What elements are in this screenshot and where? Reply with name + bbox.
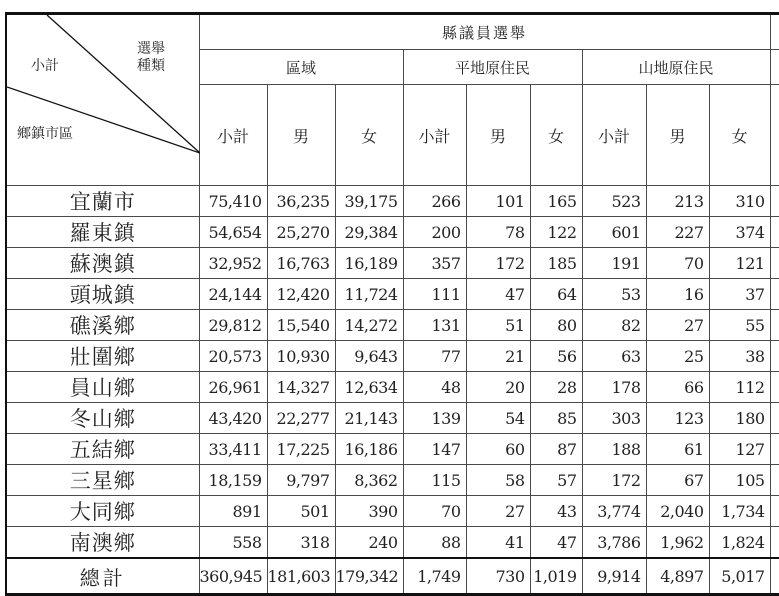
- value-cell: 57: [530, 465, 582, 496]
- corner-label-subtotal: 小計: [31, 58, 59, 74]
- value-cell: 25,270: [267, 217, 335, 248]
- value-cell: 70: [646, 248, 709, 279]
- total-value-cell: 9,914: [582, 558, 646, 595]
- value-cell: 55: [709, 310, 770, 341]
- table-row: [6, 465, 779, 496]
- value-cell: 165: [530, 186, 582, 217]
- value-cell: 88: [403, 527, 466, 559]
- cut-off-column-cell: [770, 310, 779, 341]
- value-cell: 147: [403, 434, 466, 465]
- town-name-cell: 大同鄉: [6, 496, 199, 527]
- value-cell: 75,410: [199, 186, 267, 217]
- town-name-cell: 員山鄉: [6, 372, 199, 403]
- value-cell: 172: [466, 248, 530, 279]
- total-value-cell: 181,603: [267, 558, 335, 595]
- table-row: [6, 372, 779, 403]
- value-cell: 185: [530, 248, 582, 279]
- table-row: [6, 527, 779, 559]
- column-header: 女: [530, 85, 582, 186]
- total-value-cell: 730: [466, 558, 530, 595]
- group-header-district: 區域: [199, 50, 403, 85]
- value-cell: 54,654: [199, 217, 267, 248]
- value-cell: 2,040: [646, 496, 709, 527]
- town-name-cell: 羅東鎮: [6, 217, 199, 248]
- election-voters-table-frame: [5, 12, 779, 590]
- value-cell: 37: [709, 279, 770, 310]
- value-cell: 29,384: [335, 217, 403, 248]
- value-cell: 58: [466, 465, 530, 496]
- column-header: 小計: [403, 85, 466, 186]
- value-cell: 56: [530, 341, 582, 372]
- group-title-county-council: 縣議員選舉: [199, 14, 770, 50]
- value-cell: 1,962: [646, 527, 709, 559]
- column-header: 男: [267, 85, 335, 186]
- value-cell: 111: [403, 279, 466, 310]
- value-cell: 390: [335, 496, 403, 527]
- value-cell: 180: [709, 403, 770, 434]
- value-cell: 27: [466, 496, 530, 527]
- value-cell: 172: [582, 465, 646, 496]
- corner-label-type-line1: 選舉: [137, 41, 165, 57]
- value-cell: 21: [466, 341, 530, 372]
- value-cell: 3,786: [582, 527, 646, 559]
- value-cell: 191: [582, 248, 646, 279]
- table-row: [6, 248, 779, 279]
- value-cell: 240: [335, 527, 403, 559]
- value-cell: 51: [466, 310, 530, 341]
- value-cell: 29,812: [199, 310, 267, 341]
- value-cell: 25: [646, 341, 709, 372]
- value-cell: 121: [709, 248, 770, 279]
- value-cell: 43: [530, 496, 582, 527]
- value-cell: 1,824: [709, 527, 770, 559]
- value-cell: 9,643: [335, 341, 403, 372]
- value-cell: 33,411: [199, 434, 267, 465]
- value-cell: 64: [530, 279, 582, 310]
- value-cell: 78: [466, 217, 530, 248]
- value-cell: 61: [646, 434, 709, 465]
- value-cell: 12,634: [335, 372, 403, 403]
- cut-off-column-header: [770, 14, 779, 50]
- value-cell: 601: [582, 217, 646, 248]
- table-row: [6, 403, 779, 434]
- cut-off-column-cell: [770, 465, 779, 496]
- cut-off-column-cell: [770, 248, 779, 279]
- value-cell: 48: [403, 372, 466, 403]
- town-name-cell: 壯圍鄉: [6, 341, 199, 372]
- value-cell: 139: [403, 403, 466, 434]
- value-cell: 101: [466, 186, 530, 217]
- value-cell: 20: [466, 372, 530, 403]
- value-cell: 303: [582, 403, 646, 434]
- value-cell: 39,175: [335, 186, 403, 217]
- value-cell: 8,362: [335, 465, 403, 496]
- column-header: 小計: [199, 85, 267, 186]
- column-header: 男: [646, 85, 709, 186]
- cut-off-column-cell: [770, 279, 779, 310]
- value-cell: 47: [466, 279, 530, 310]
- value-cell: 28: [530, 372, 582, 403]
- column-header: 女: [335, 85, 403, 186]
- corner-label-type-line2: 種類: [137, 58, 165, 74]
- town-name-cell: 冬山鄉: [6, 403, 199, 434]
- town-name-cell: 南澳鄉: [6, 527, 199, 559]
- value-cell: 53: [582, 279, 646, 310]
- value-cell: 85: [530, 403, 582, 434]
- value-cell: 310: [709, 186, 770, 217]
- value-cell: 127: [709, 434, 770, 465]
- town-name-cell: 三星鄉: [6, 465, 199, 496]
- value-cell: 16,186: [335, 434, 403, 465]
- value-cell: 213: [646, 186, 709, 217]
- table-row: [6, 217, 779, 248]
- value-cell: 11,724: [335, 279, 403, 310]
- cut-off-column-cell: [770, 341, 779, 372]
- table-row: [6, 310, 779, 341]
- value-cell: 112: [709, 372, 770, 403]
- value-cell: 16,763: [267, 248, 335, 279]
- group-header-plains-aboriginal: 平地原住民: [403, 50, 582, 85]
- value-cell: 24,144: [199, 279, 267, 310]
- town-name-cell: 五結鄉: [6, 434, 199, 465]
- value-cell: 10,930: [267, 341, 335, 372]
- value-cell: 27: [646, 310, 709, 341]
- table-body: [6, 186, 779, 595]
- value-cell: 200: [403, 217, 466, 248]
- group-header-mountain-aboriginal: 山地原住民: [582, 50, 770, 85]
- total-value-cell: 1,019: [530, 558, 582, 595]
- value-cell: 266: [403, 186, 466, 217]
- value-cell: 188: [582, 434, 646, 465]
- corner-diagonal-lines: [7, 15, 200, 183]
- total-value-cell: 179,342: [335, 558, 403, 595]
- value-cell: 12,420: [267, 279, 335, 310]
- value-cell: 318: [267, 527, 335, 559]
- value-cell: 80: [530, 310, 582, 341]
- value-cell: 63: [582, 341, 646, 372]
- election-voters-table: [5, 12, 779, 596]
- value-cell: 66: [646, 372, 709, 403]
- value-cell: 36,235: [267, 186, 335, 217]
- value-cell: 43,420: [199, 403, 267, 434]
- table-corner-header: [6, 14, 199, 186]
- town-name-cell: 頭城鎮: [6, 279, 199, 310]
- total-value-cell: 1,749: [403, 558, 466, 595]
- value-cell: 21,143: [335, 403, 403, 434]
- value-cell: 32,952: [199, 248, 267, 279]
- table-row: [6, 341, 779, 372]
- table-row: [6, 434, 779, 465]
- value-cell: 60: [466, 434, 530, 465]
- column-header: 小計: [582, 85, 646, 186]
- value-cell: 178: [582, 372, 646, 403]
- value-cell: 357: [403, 248, 466, 279]
- table-row: [6, 279, 779, 310]
- value-cell: 14,327: [267, 372, 335, 403]
- town-name-cell: 宜蘭市: [6, 186, 199, 217]
- total-value-cell: 4,897: [646, 558, 709, 595]
- cut-off-column-header: [770, 85, 779, 186]
- value-cell: 501: [267, 496, 335, 527]
- table-row: [6, 186, 779, 217]
- cut-off-column-cell: [770, 217, 779, 248]
- cut-off-column-header: [770, 50, 779, 85]
- cut-off-column-cell: [770, 434, 779, 465]
- total-label: 總計: [6, 558, 199, 595]
- town-name-cell: 蘇澳鎮: [6, 248, 199, 279]
- cut-off-column-cell: [770, 496, 779, 527]
- value-cell: 16: [646, 279, 709, 310]
- corner-label-district: 鄉鎮市區: [17, 126, 73, 142]
- total-row: [6, 558, 779, 595]
- cut-off-column-cell: [770, 403, 779, 434]
- value-cell: 16,189: [335, 248, 403, 279]
- value-cell: 227: [646, 217, 709, 248]
- value-cell: 558: [199, 527, 267, 559]
- value-cell: 87: [530, 434, 582, 465]
- value-cell: 122: [530, 217, 582, 248]
- value-cell: 374: [709, 217, 770, 248]
- value-cell: 77: [403, 341, 466, 372]
- value-cell: 47: [530, 527, 582, 559]
- table-row: [6, 496, 779, 527]
- value-cell: 54: [466, 403, 530, 434]
- total-value-cell: 5,017: [709, 558, 770, 595]
- cut-off-column-cell: [770, 186, 779, 217]
- cut-off-column-cell: [770, 372, 779, 403]
- value-cell: 22,277: [267, 403, 335, 434]
- value-cell: 105: [709, 465, 770, 496]
- value-cell: 26,961: [199, 372, 267, 403]
- cut-off-column-cell: [770, 558, 779, 595]
- value-cell: 1,734: [709, 496, 770, 527]
- value-cell: 891: [199, 496, 267, 527]
- value-cell: 18,159: [199, 465, 267, 496]
- value-cell: 15,540: [267, 310, 335, 341]
- town-name-cell: 礁溪鄉: [6, 310, 199, 341]
- value-cell: 123: [646, 403, 709, 434]
- value-cell: 131: [403, 310, 466, 341]
- value-cell: 3,774: [582, 496, 646, 527]
- value-cell: 41: [466, 527, 530, 559]
- total-value-cell: 360,945: [199, 558, 267, 595]
- value-cell: 14,272: [335, 310, 403, 341]
- value-cell: 523: [582, 186, 646, 217]
- value-cell: 70: [403, 496, 466, 527]
- column-header: 女: [709, 85, 770, 186]
- cut-off-column-cell: [770, 527, 779, 559]
- column-header: 男: [466, 85, 530, 186]
- value-cell: 115: [403, 465, 466, 496]
- value-cell: 9,797: [267, 465, 335, 496]
- value-cell: 20,573: [199, 341, 267, 372]
- value-cell: 82: [582, 310, 646, 341]
- value-cell: 38: [709, 341, 770, 372]
- value-cell: 67: [646, 465, 709, 496]
- value-cell: 17,225: [267, 434, 335, 465]
